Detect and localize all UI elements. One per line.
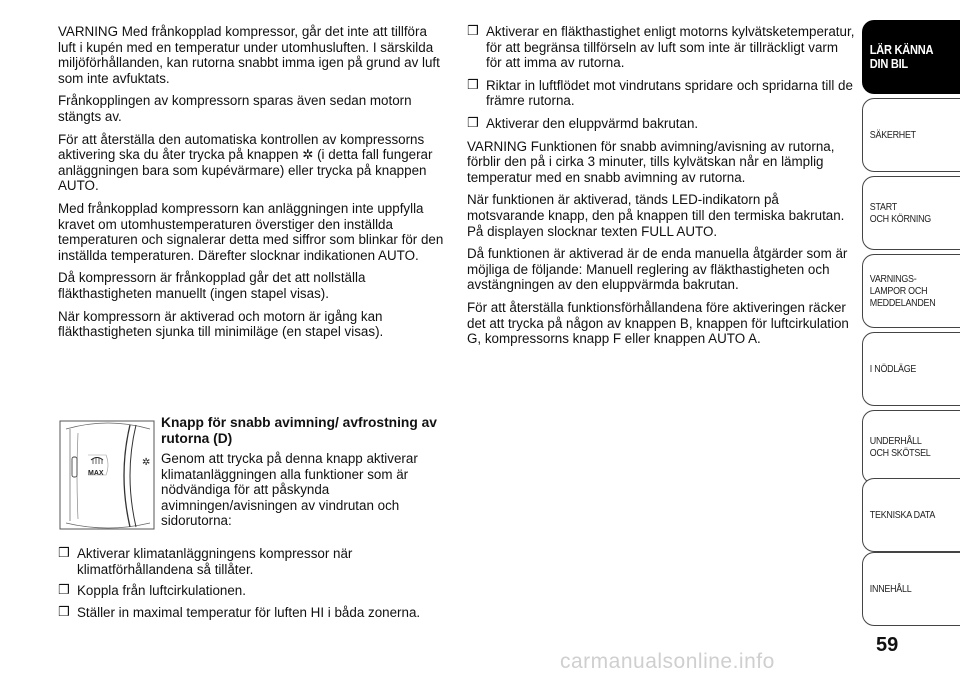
tab-underhall[interactable]: UNDERHÅLL OCH SKÖTSEL [862,410,960,484]
list-item: ❒ Aktiverar en fläkthastighet enligt motorns kylvätsketemperatur, för att begränsa tillförseln av luft som inte är tillräckligt varm för att imma av rutorna. [467,23,855,71]
checkbox-icon: ❒ [58,603,70,619]
list-item: ❒ Koppla från luftcirkulationen. [58,582,246,599]
defrost-button-illustration [58,415,156,535]
paragraph-warning: VARNING Funktionen för snabb avimning/avisning av rutorna, förblir den på i cirka 3 minuter, tills kylvätskan når en lämplig temperatur med en snabb avimning av rutorna. [467,138,835,185]
paragraph: För att återställa funktionsförhållandena före aktiveringen räcker det att trycka på någon av knappen B, knappen för luftcirkulation G, kompressorns knapp F eller knappen AUTO A. [467,299,849,347]
checkbox-icon: ❒ [467,76,479,92]
paragraph: För att återställa den automatiska kontrollen av kompressorns aktivering ska du åter trycka på knappen ✲ (i detta fall fungerar anläggningen bara som kupévärmare) eller trycka på knappen AUTO. [58,131,433,194]
tab-varningslampor[interactable]: VARNINGS- LAMPOR OCH MEDDELANDEN [862,254,960,328]
watermark: carmanualsonline.info [560,650,775,673]
list-item: ❒ Ställer in maximal temperatur för luften HI i båda zonerna. [58,603,421,620]
paragraph: Då kompressorn är frånkopplad går det att nollställa fläkthastigheten manuellt (ingen stapel visas). [58,270,366,301]
figure-block [58,415,448,533]
list-item: ❒ Aktiverar klimatanläggningens kompressor när klimatförhållandena så tillåter. [58,545,353,577]
checkbox-icon: ❒ [58,582,70,598]
tab-tekniska-data[interactable]: TEKNISKA DATA [862,478,960,552]
fan-icon: ✲ [142,457,151,468]
paragraph-warning: VARNING Med frånkopplad kompressor, går det inte att tillföra luft i kupén med en temperatur under utomhusluften. I särskilda miljöförhållanden, kan rutorna snabbt imma igen på grund av luft som inte avfuktats. [58,24,440,86]
max-label: MAX [88,470,104,477]
list-item: ❒ Riktar in luftflödet mot vindrutans spridare och spridarna till de främre rutorna. [467,76,853,109]
paragraph: När kompressorn är aktiverad och motorn är igång kan fläkthastigheten sjunka till minimiläge (en stapel visas). [58,308,384,340]
paragraph: Då funktionen är aktiverad är de enda manuella åtgärder som är möjliga de följande: Manuell reglering av fläkthastigheten och avstängningen av den eluppvärmda bakrutan. [467,246,848,293]
paragraph: När funktionen är aktiverad, tänds LED-indikatorn på motsvarande knapp, den på knappen till den termiska bakrutan. På displayen slocknar texten FULL AUTO. [467,192,845,239]
tab-innehall[interactable]: INNEHÅLL [862,552,960,626]
tab-start-och-korning[interactable]: START OCH KÖRNING [862,176,960,250]
checkbox-icon: ❒ [467,23,479,38]
figure-bullet-list [58,546,450,626]
paragraph: Frånkopplingen av kompressorn sparas även sedan motorn stängts av. [58,93,412,124]
tab-i-nodlage[interactable]: I NÖDLÄGE [862,332,960,406]
figure-text [161,415,448,529]
chapter-sidebar [862,20,960,630]
checkbox-icon: ❒ [467,114,479,130]
tab-sakerhet[interactable]: SÄKERHET [862,98,960,172]
paragraph: Med frånkopplad kompressorn kan anläggningen inte uppfylla kravet om utomhustemperaturen överstiger den inställda temperaturen och signalerar detta med siffror som blinkar för den inställda temperaturen. Därefter slocknar indikationen AUTO. [58,200,444,263]
figure-description: Genom att trycka på denna knapp aktiverar klimatanläggningen alla funktioner som är nödvändiga för att påskynda avimningen/avisningen av vindrutan och sidorutorna: [161,451,418,529]
checkbox-icon: ❒ [58,545,70,560]
left-column [58,24,448,347]
list-item: ❒ Aktiverar den eluppvärmd bakrutan. [467,114,699,131]
tab-lar-kanna-din-bil[interactable]: LÄR KÄNNA DIN BIL [862,20,960,94]
page-number: 59 [876,634,899,656]
figure-title: Knapp för snabb avimning/ avfrostning av rutorna (D) [161,415,437,446]
right-column [467,24,855,354]
